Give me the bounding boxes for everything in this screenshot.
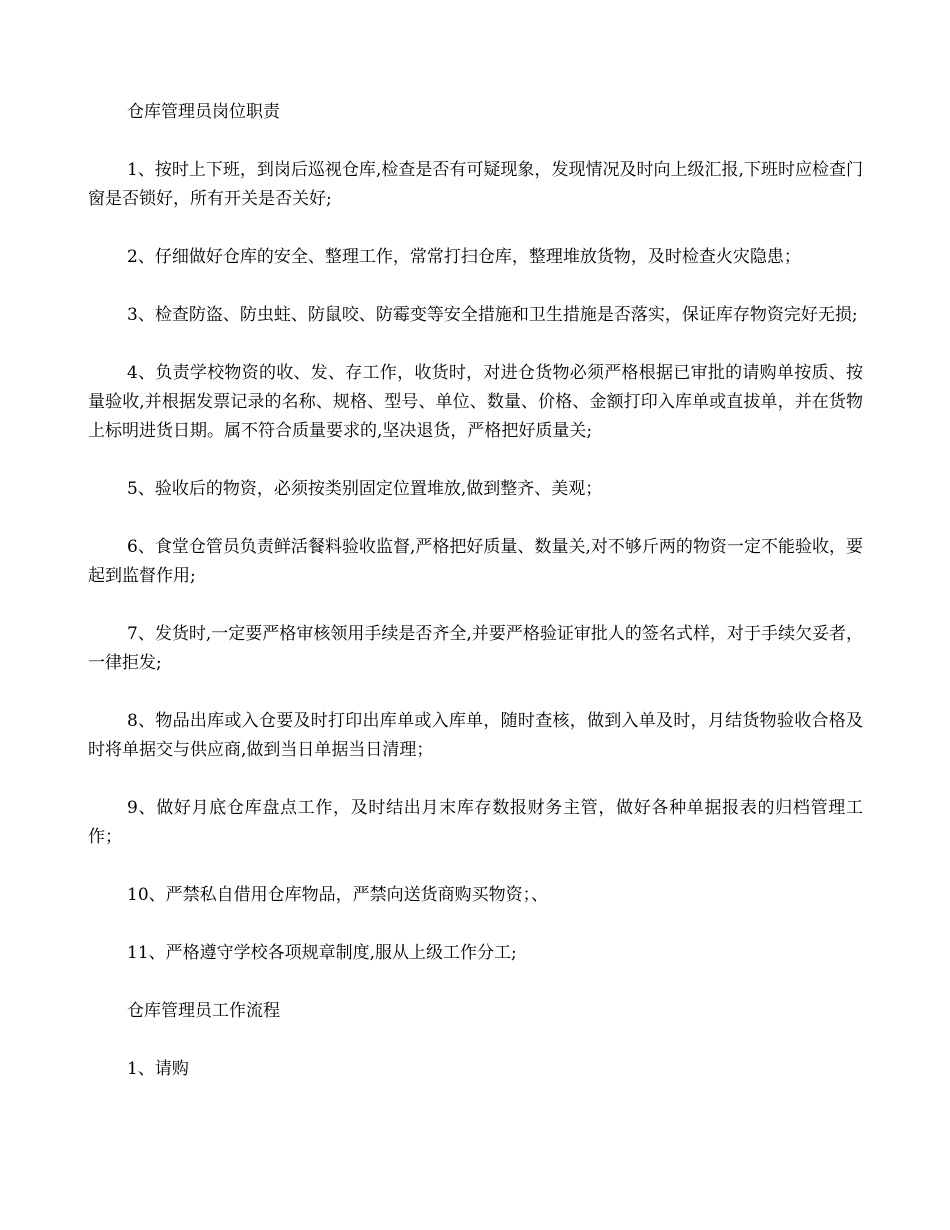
duty-item-2: 2、仔细做好仓库的安全、整理工作，常常打扫仓库，整理堆放货物，及时检查火灾隐患； xyxy=(127,247,801,267)
duty-item-8: 8、物品出库或入仓要及时打印出库单或入库单，随时查核，做到入单及时，月结货物验收合格及时将单据交与供应商,做到当日单据当日清理； xyxy=(88,711,863,760)
document-body xyxy=(88,98,863,1113)
section-heading-duties: 仓库管理员岗位职责 xyxy=(127,102,280,122)
process-step-1: 1、请购 xyxy=(127,1059,189,1079)
duty-item-4: 4、负责学校物资的收、发、存工作，收货时，对进仓货物必须严格根据已审批的请购单按质、按量验收,并根据发票记录的名称、规格、型号、单位、数量、价格、金额打印入库单或直拔单，并在货物上标明进货日期。属不符合质量要求的,坚决退货，严格把好质量关; xyxy=(88,363,863,441)
duty-item-1: 1、按时上下班，到岗后巡视仓库,检查是否有可疑现象，发现情况及时向上级汇报,下班时应检查门窗是否锁好，所有开关是否关好; xyxy=(88,160,863,209)
section-heading-process: 仓库管理员工作流程 xyxy=(127,1001,280,1021)
duty-item-6: 6、食堂仓管员负责鲜活餐料验收监督,严格把好质量、数量关,对不够斤两的物资一定不能验收，要起到监督作用; xyxy=(88,537,863,586)
duty-item-3: 3、检查防盗、防虫蛀、防鼠咬、防霉变等安全措施和卫生措施是否落实，保证库存物资完好无损; xyxy=(127,305,858,325)
duty-item-5: 5、验收后的物资，必须按类别固定位置堆放,做到整齐、美观； xyxy=(127,479,603,499)
duty-item-10: 10、严禁私自借用仓库物品，严禁向送货商购买物资；、 xyxy=(127,885,549,905)
duty-item-9: 9、做好月底仓库盘点工作，及时结出月末库存数报财务主管，做好各种单据报表的归档管理工作； xyxy=(88,798,863,847)
duty-item-11: 11、严格遵守学校各项规章制度,服从上级工作分工; xyxy=(127,943,517,963)
duty-item-7: 7、发货时,一定要严格审核领用手续是否齐全,并要严格验证审批人的签名式样，对于手续欠妥者，一律拒发; xyxy=(88,624,863,673)
